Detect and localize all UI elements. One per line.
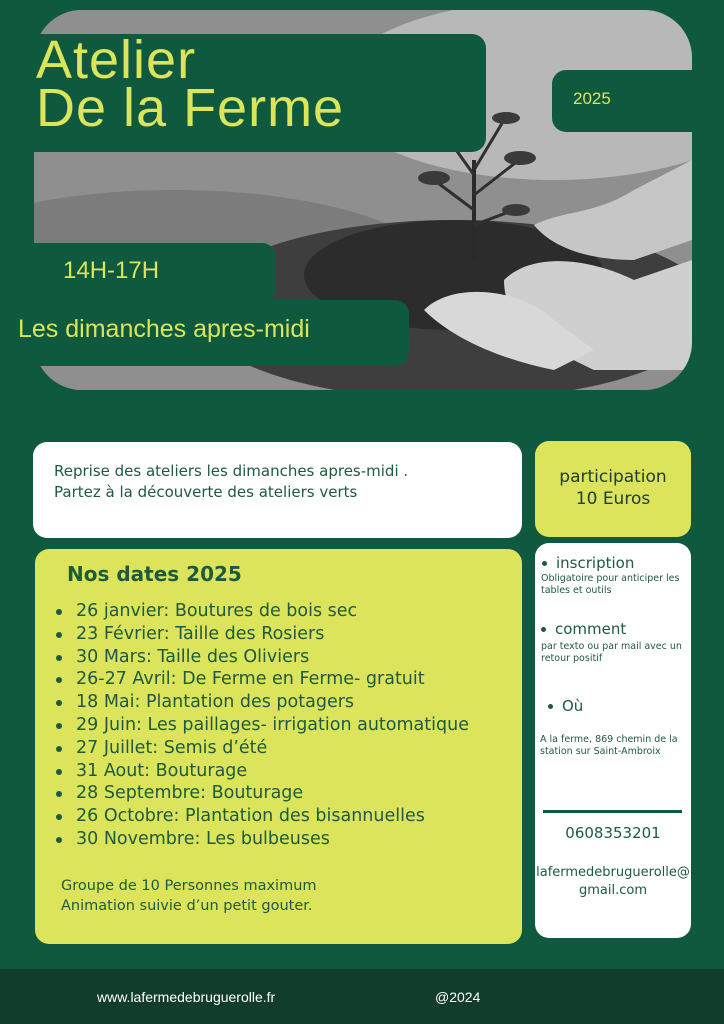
group-line-2: Animation suivie d’un petit gouter. [61,898,313,914]
where-note: A la ferme, 869 chemin de la station sur Saint-Ambroix [540,734,678,757]
date-item: 27 Juillet: Semis d’été [50,737,520,760]
date-item: 28 Septembre: Bouturage [50,782,520,805]
dates-title: Nos dates 2025 [67,562,242,586]
participation-label: participation [559,467,667,487]
date-item: 26 Octobre: Plantation des bisannuelles [50,805,520,828]
title-line-1: Atelier [36,30,197,90]
date-item: 23 Février: Taille des Rosiers [50,623,520,646]
date-item: 26-27 Avril: De Ferme en Ferme- gratuit [50,668,520,691]
title-line-2: De la Ferme [36,78,345,138]
participation-price: 10 Euros [575,489,651,509]
divider [543,810,682,813]
intro-line-2: Partez à la découverte des ateliers verts [54,483,358,501]
dates-list [50,600,520,851]
inscription-heading: inscription [556,554,635,572]
group-line-1: Groupe de 10 Personnes maximum [61,878,317,894]
comment-heading: comment [555,620,627,638]
participation-text [535,466,691,510]
email-line-1: lafermedebruguerolle@ [536,865,690,880]
where-heading: Où [562,697,584,715]
phone-number: 0608353201 [565,824,661,842]
copyright-label: @2024 [435,989,481,1005]
date-item: 26 janvier: Boutures de bois sec [50,600,520,623]
hours-label: 14H-17H [63,257,160,284]
date-item: 18 Mai: Plantation des potagers [50,691,520,714]
intro-text [54,461,514,503]
page-title [36,30,345,138]
comment-note: par texto ou par mail avec un retour positif [541,641,682,664]
date-item: 29 Juin: Les paillages- irrigation automatique [50,714,520,737]
intro-line-1: Reprise des ateliers les dimanches apres-midi . [54,462,409,480]
date-item: 30 Novembre: Les bulbeuses [50,828,520,851]
year-label: 2025 [573,89,611,108]
group-info [61,876,501,916]
date-item: 31 Aout: Bouturage [50,760,520,783]
date-item: 30 Mars: Taille des Oliviers [50,646,520,669]
inscription-note: Obligatoire pour anticiper les tables et outils [541,573,680,596]
email-address [535,864,691,900]
website-link[interactable]: www.lafermedebruguerolle.fr [97,989,276,1005]
schedule-label: Les dimanches apres-midi [18,315,310,343]
email-line-2: gmail.com [578,883,647,898]
